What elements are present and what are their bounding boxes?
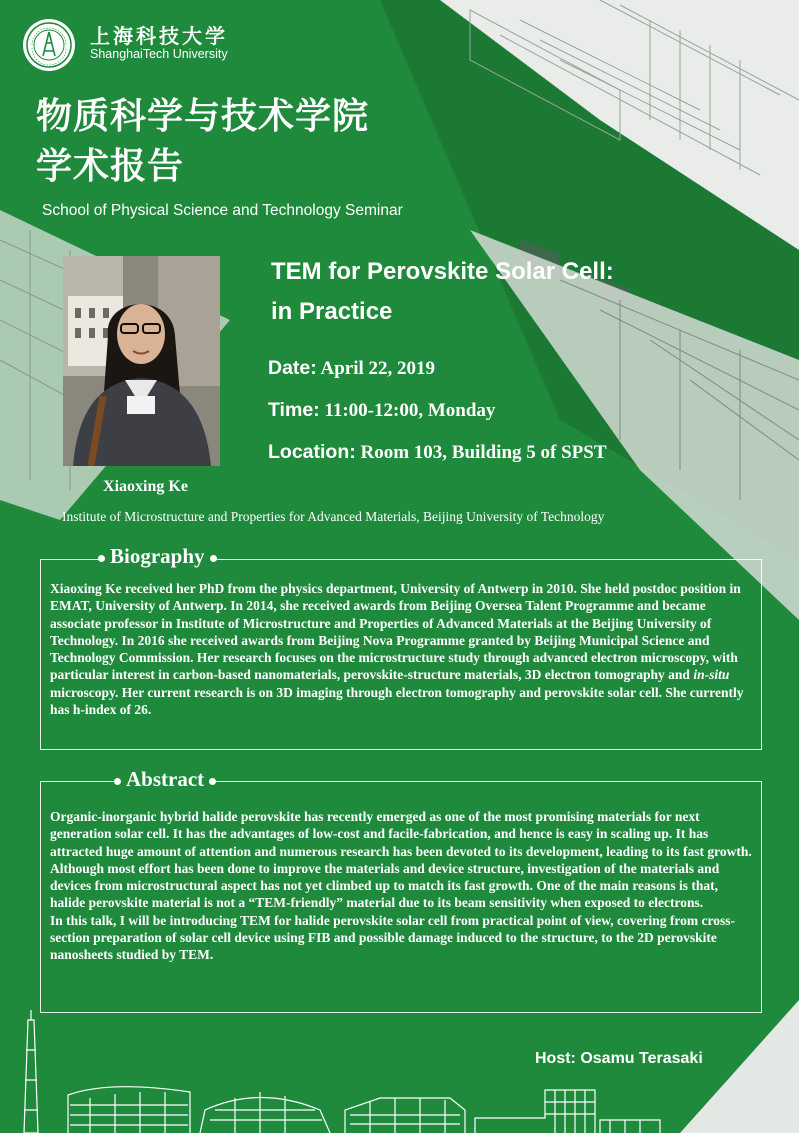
abstract-paragraph-1: Organic-inorganic hybrid halide perovskite has recently emerged as one of the most promising materials for next generation solar cell. It has the advantages of low-cost and facile-fabrication, and hence is easy in scaling up. It has attracted huge amount of attention and numerous research has been devoted to its development, leading to its fast growth. Although most effort has been done to improve the materials and device structure, investigation of the materials and devices from microstructural aspect has not yet climbed up to match its fast growth. One of the main reasons is that, halide perovskite material is not a “TEM-friendly” material due to its beam sensitivity when exposed to electrons. — [50, 809, 752, 911]
talk-title-line2: in Practice — [271, 298, 393, 325]
biography-text-part2: microscopy. Her current research is on 3D imaging through electron tomography and perovskite solar cell. She currently has h-index of 26. — [50, 684, 744, 718]
biography-text-part1: Xiaoxing Ke received her PhD from the physics department, University of Antwerp in 2010. She held postdoc position in EMAT, University of Antwerp. In 2014, she received awards from Beijing Oversea Talent Programme and became associate professor in Institute of Microstructure and Properties of Advanced Materials at the Beijing University of Technology. In 2016 she received awards from Beijing Nova Programme granted by Beijing Municipal Science and Technology Commission. Her research focuses on the microstructure study through advanced electron microscopy, with particular interest in carbon-based nanomaterials, perovskite-structure materials, 3D electron tomography and — [50, 581, 741, 683]
date-row — [268, 357, 435, 380]
biography-text-italic: in-situ — [693, 667, 730, 683]
time-row — [268, 399, 495, 422]
location-label: Location: — [268, 441, 356, 463]
location-row — [268, 441, 607, 464]
speaker-affiliation: Institute of Microstructure and Properties for Advanced Materials, Beijing University of Technology — [62, 509, 605, 524]
abstract-text — [50, 808, 755, 964]
seminar-title-cn — [36, 92, 369, 192]
location-value: Room 103, Building 5 of SPST — [360, 442, 607, 463]
time-value: 11:00-12:00, Monday — [324, 400, 496, 421]
abstract-box — [40, 781, 762, 1013]
time-label: Time: — [268, 399, 320, 421]
abstract-paragraph-2: In this talk, I will be introducing TEM for halide perovskite solar cell from practical point of view, covering from cross-section preparation of solar cell device using FIB and possible damage induced to the structure, to the 2D perovskite nanosheets studied by TEM. — [50, 912, 735, 963]
date-value: April 22, 2019 — [320, 358, 435, 379]
host-text: Host: Osamu Terasaki — [535, 1050, 703, 1067]
shanghaitech-seal-logo — [22, 18, 76, 72]
seminar-title-en: School of Physical Science and Technology Seminar — [42, 202, 403, 219]
seminar-title-cn-line1: 物质科学与技术学院 — [36, 96, 370, 137]
campus-buildings-illustration — [0, 1010, 799, 1133]
abstract-heading: Abstract — [120, 767, 210, 792]
talk-title — [271, 252, 771, 332]
seminar-title-cn-line2: 学术报告 — [36, 146, 185, 187]
biography-text — [50, 580, 755, 718]
university-name-en: ShanghaiTech University — [90, 47, 228, 61]
biography-box — [40, 559, 762, 750]
talk-title-line1: TEM for Perovskite Solar Cell: — [271, 258, 614, 285]
speaker-photo — [63, 256, 220, 466]
biography-heading: Biography — [104, 544, 211, 569]
university-name-cn: 上海科技大学 — [90, 24, 228, 48]
speaker-name: Xiaoxing Ke — [103, 478, 188, 495]
date-label: Date: — [268, 357, 317, 379]
